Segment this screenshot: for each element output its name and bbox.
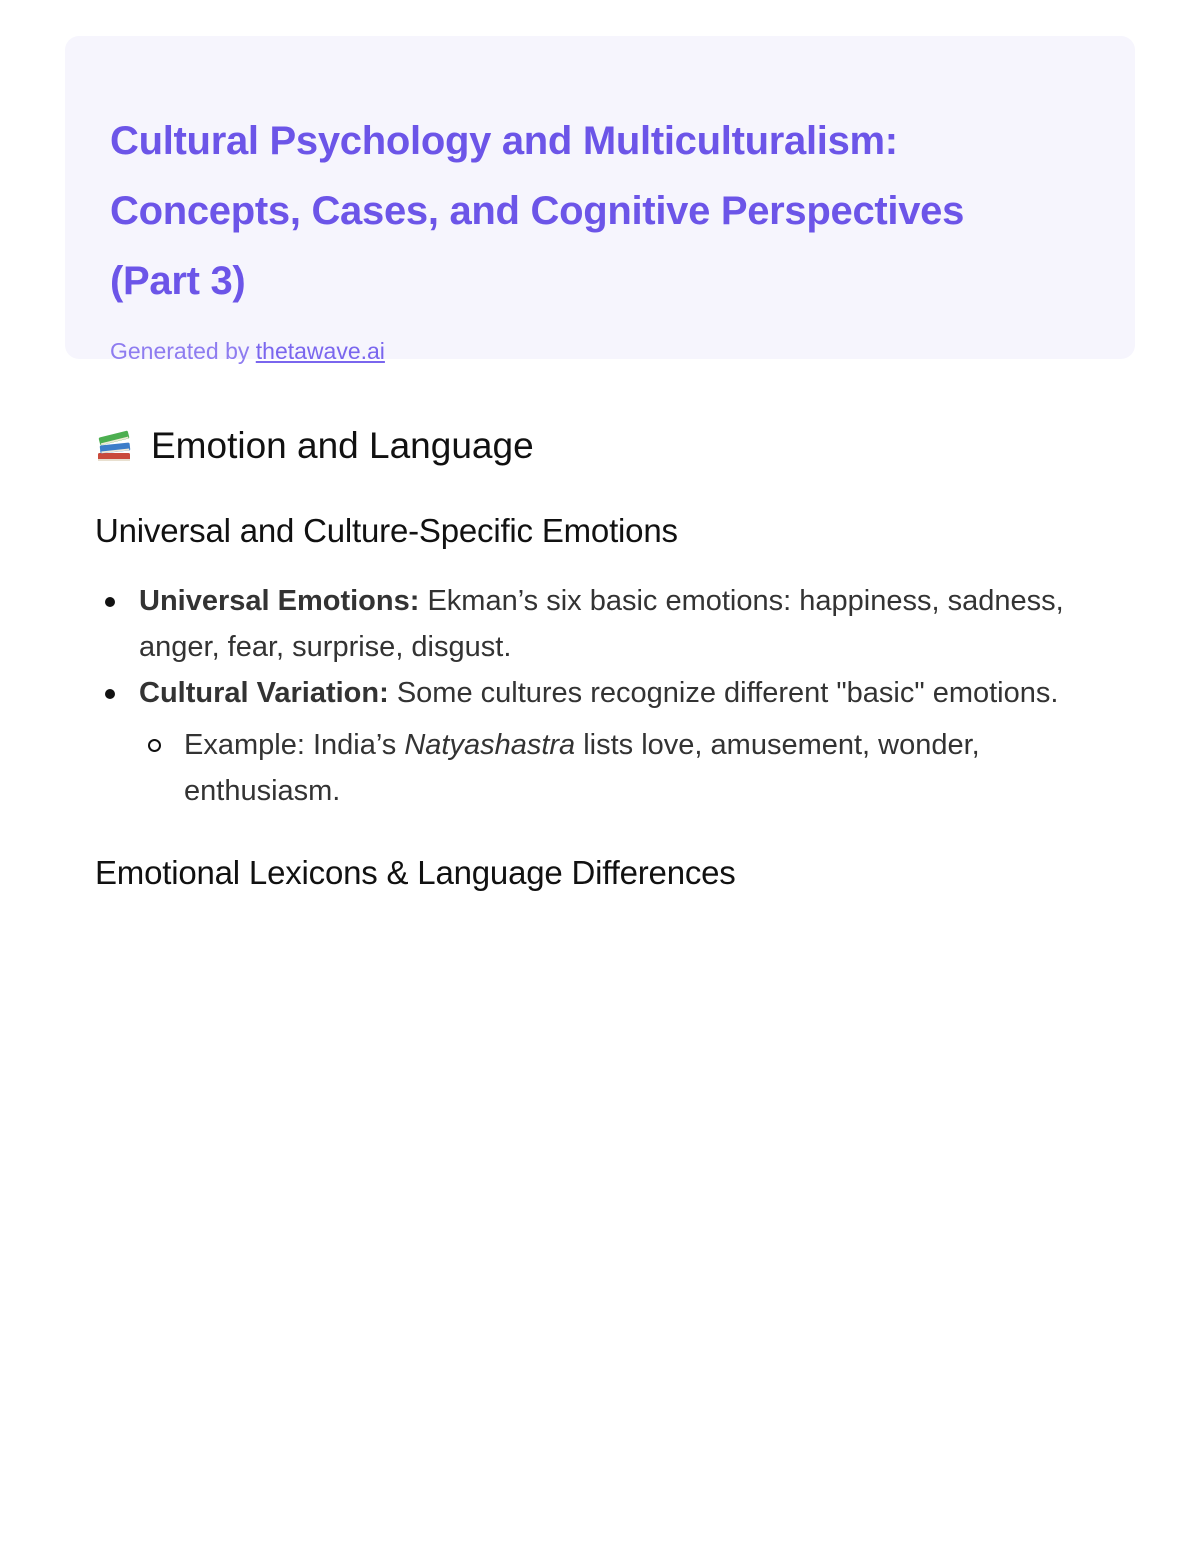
books-icon <box>95 426 135 466</box>
bullet-text: Some cultures recognize different "basic" emotions. <box>388 677 1059 709</box>
list-item <box>139 670 1105 814</box>
generated-by <box>110 338 1095 365</box>
section-heading <box>95 418 1105 474</box>
title-line-3: (Part 3) <box>110 259 246 303</box>
generated-prefix: Generated by <box>110 338 256 364</box>
thetawave-link[interactable]: thetawave.ai <box>255 338 385 364</box>
example-prefix: Example: India’s <box>184 729 405 761</box>
sub-list <box>139 722 1105 814</box>
title-line-1: Cultural Psychology and Multiculturalism: <box>110 119 898 163</box>
header-card <box>65 36 1135 364</box>
document-title <box>110 106 1095 316</box>
list-item <box>139 578 1105 670</box>
subsection-heading-2: Emotional Lexicons & Language Differences <box>95 854 736 891</box>
bullet-label: Cultural Variation: <box>139 677 389 709</box>
bullet-text: Ekman’s six basic emotions: happiness, sadness, anger, fear, surprise, disgust. <box>139 585 1064 663</box>
content <box>95 418 1105 898</box>
section-title: Emotion and Language <box>151 425 534 466</box>
emotions-list <box>95 578 1105 814</box>
title-line-2: Concepts, Cases, and Cognitive Perspectives <box>110 189 965 233</box>
natyashastra-text: Natyashastra <box>404 729 576 761</box>
bullet-label: Universal Emotions: <box>139 585 420 617</box>
sub-list-item <box>184 722 1105 814</box>
example-suffix: lists love, amusement, wonder, enthusiasm. <box>184 729 980 807</box>
subsection-heading-1: Universal and Culture-Specific Emotions <box>95 512 678 549</box>
